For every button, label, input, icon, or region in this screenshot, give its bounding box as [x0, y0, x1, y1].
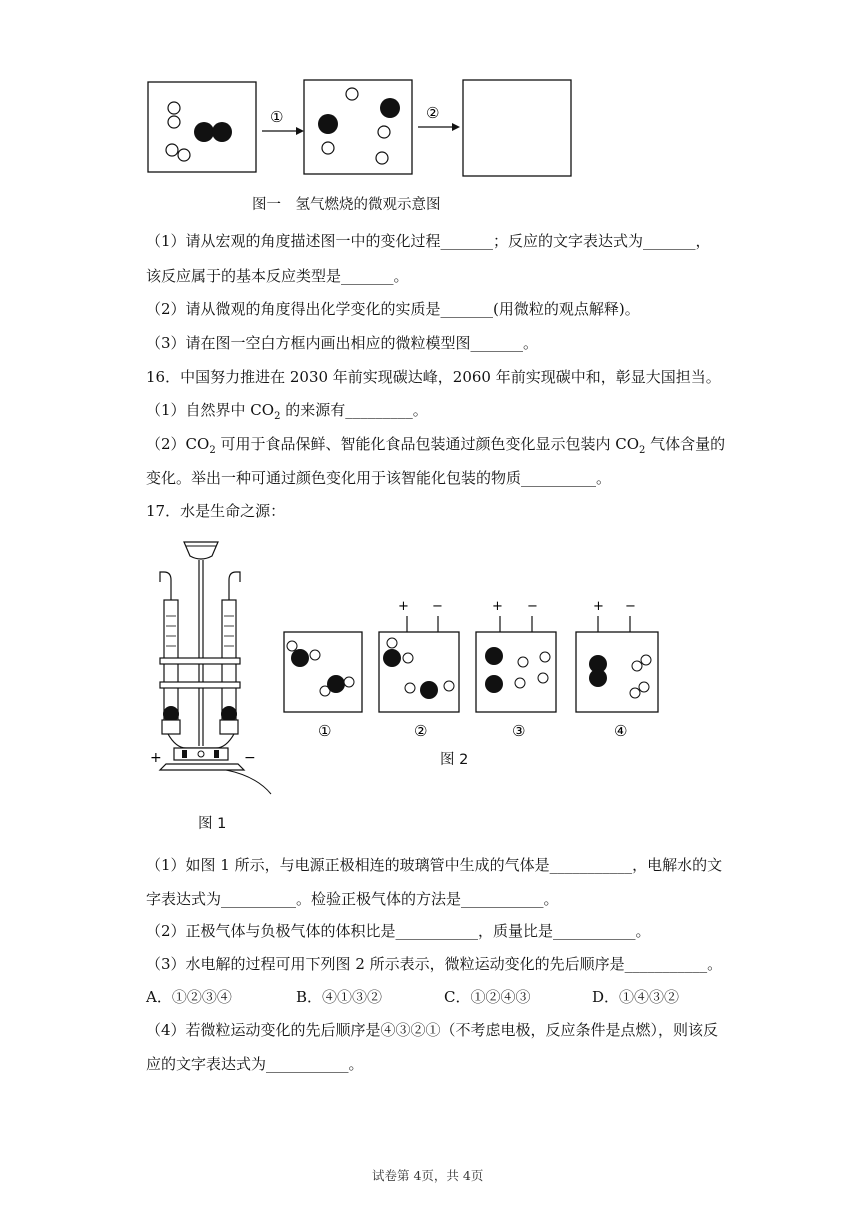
q17-part3: （3）水电解的过程可用下列图 2 所示表示，微粒运动变化的先后顺序是___________。 [146, 955, 723, 973]
electrolysis-microscopic-figure [282, 594, 666, 740]
figure1-caption: 图一 氢气燃烧的微观示意图 [252, 197, 441, 213]
box-label-2: ② [414, 722, 428, 740]
arrow-2-label: ② [426, 104, 440, 122]
fig1-caption: 图 1 [198, 816, 227, 832]
model-box-3 [476, 632, 556, 712]
box-label-4: ④ [614, 722, 628, 740]
electrode-minus: − [625, 599, 636, 614]
arrow-1-label: ① [270, 108, 284, 126]
apparatus-minus-label: − [244, 750, 256, 766]
hydrogen-atom [346, 88, 358, 100]
box-label-3: ③ [512, 722, 526, 740]
hydrogen-atom [376, 152, 388, 164]
q17-part1-line1: （1）如图 1 所示，与电源正极相连的玻璃管中生成的气体是___________，电解水的文 [146, 856, 723, 874]
hydrogen-atom [378, 126, 390, 138]
hydrogen-molecule [168, 102, 180, 128]
electrolysis-apparatus [146, 536, 276, 798]
empty-answer-box [463, 80, 571, 176]
option-c: C．①②④③ [444, 988, 531, 1006]
electrode-plus: + [398, 599, 409, 614]
q17-part4-line2: 应的文字表达式为___________。 [146, 1055, 364, 1073]
box-label-1: ① [318, 722, 332, 740]
hydrogen-molecule [630, 682, 649, 698]
oxygen-atom [380, 98, 400, 118]
q16-part2-line1: $(2)CO_2$ 可用于食品保鲜、智能化食品包装通过颜色变化显示包装内 $CO_2$ 气体含量的 [146, 435, 726, 456]
q17-part2: （2）正极气体与负极气体的体积比是___________，质量比是___________。 [146, 922, 651, 940]
hydrogen-molecule [166, 144, 190, 161]
q16-part2-line2: 变化。举出一种可通过颜色变化用于该智能化包装的物质__________。 [146, 469, 612, 487]
q17-stem: 17．水是生命之源： [146, 502, 286, 520]
option-b: B．④①③② [296, 988, 383, 1006]
page-footer: 试卷第 4页，共 4页 [372, 1168, 484, 1183]
oxygen-molecule [589, 655, 607, 687]
apparatus-plus-label: + [150, 750, 162, 766]
q16-stem: 16．中国努力推进在 2030 年前实现碳达峰，2060 年前实现碳中和，彰显大国担当。 [146, 368, 721, 386]
q15-part1-line1: （1）请从宏观的角度描述图一中的变化过程_______；反应的文字表达式为_______， [146, 232, 711, 250]
q15-part3: （3）请在图一空白方框内画出相应的微粒模型图_______。 [146, 334, 539, 352]
oxygen-molecule [194, 122, 232, 142]
option-a: A．①②③④ [146, 988, 232, 1006]
q17-part4-line1: （4）若微粒运动变化的先后顺序是④③②①（不考虑电极，反应条件是点燃），则该反 [146, 1021, 719, 1039]
q16-part1: （1）自然界中 $CO_2$ 的来源有_________。 [146, 401, 428, 422]
hydrogen-atom [322, 142, 334, 154]
model-box-4 [576, 632, 658, 712]
water-molecule [320, 675, 354, 696]
electrode-plus: + [593, 599, 604, 614]
electrode-minus: − [527, 599, 538, 614]
electrode-plus: + [492, 599, 503, 614]
hydrogen-molecule [632, 655, 651, 671]
water-molecule [287, 641, 320, 667]
q15-part1-line2: 该反应属于的基本反应类型是_______。 [146, 267, 409, 285]
q17-part1-line2: 字表达式为__________。检验正极气体的方法是___________。 [146, 890, 559, 908]
figure-hydrogen-combustion [140, 74, 580, 186]
option-d: D．①④③② [592, 988, 680, 1006]
electrode-minus: − [432, 599, 443, 614]
q15-part2: （2）请从微观的角度得出化学变化的实质是_______(用微粒的观点解释)。 [146, 300, 640, 318]
oxygen-atom [318, 114, 338, 134]
fig2-caption: 图 2 [440, 752, 469, 768]
